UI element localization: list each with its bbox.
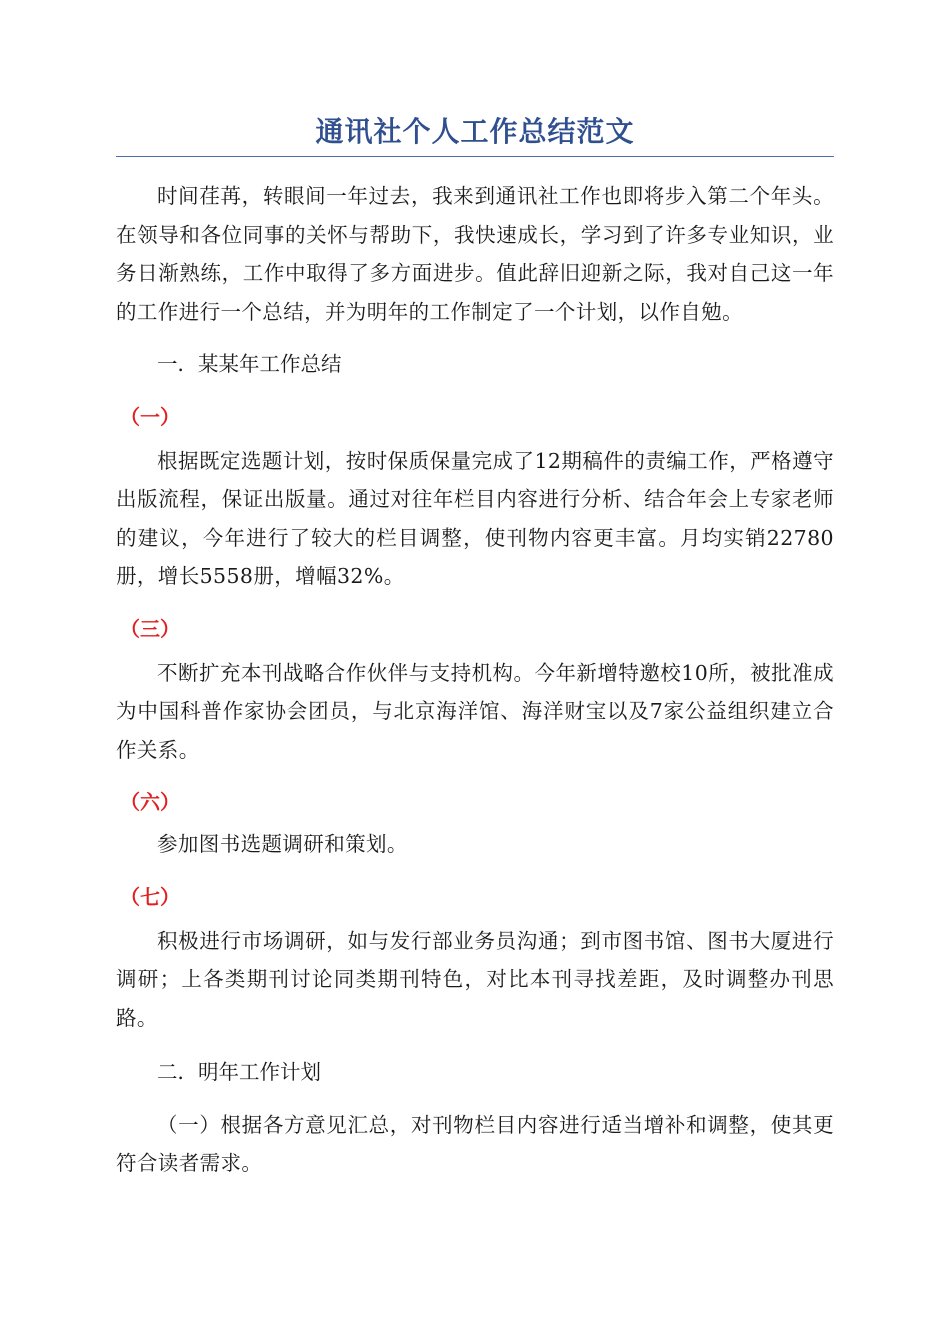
intro-paragraph: 时间荏苒，转眼间一年过去，我来到通讯社工作也即将步入第二个年头。在领导和各位同事的关怀与帮助下，我快速成长，学习到了许多专业知识，业务日渐熟练，工作中取得了多方面进步。值此辞旧迎新之际，我对自己这一年的工作进行一个总结，并为明年的工作制定了一个计划，以作自勉。: [116, 184, 834, 324]
document-page: [116, 110, 834, 1183]
title-underline: [116, 156, 834, 157]
item-paragraph: 积极进行市场调研，如与发行部业务员沟通；到市图书馆、图书大厦进行调研；上各类期刊讨论同类期刊特色，对比本刊寻找差距，及时调整办刊思路。: [116, 928, 834, 1030]
item-label: （三）: [120, 616, 180, 641]
item-label: （七）: [120, 884, 180, 909]
section-heading-plan: 二．明年工作计划: [157, 1060, 321, 1084]
item-paragraph: 根据既定选题计划，按时保质保量完成了12期稿件的责编工作，严格遵守出版流程，保证出版量。通过对往年栏目内容进行分析、结合年会上专家老师的建议，今年进行了较大的栏目调整，使刊物内容更丰富。月均实销22780册，增长5558册，增幅32%。: [116, 448, 834, 588]
item-label: （六）: [120, 790, 180, 814]
item-label: （一）: [120, 404, 180, 429]
document-title: 通讯社个人工作总结范文: [315, 115, 635, 148]
item-paragraph: 不断扩充本刊战略合作伙伴与支持机构。今年新增特邀校10所，被批准成为中国科普作家协会团员，与北京海洋馆、海洋财宝以及7家公益组织建立合作关系。: [116, 660, 834, 762]
item-paragraph: 参加图书选题调研和策划。: [157, 832, 408, 856]
section-heading-summary: 一．某某年工作总结: [157, 352, 342, 376]
plan-paragraph: （一）根据各方意见汇总，对刊物栏目内容进行适当增补和调整，使其更符合读者需求。: [116, 1112, 834, 1175]
